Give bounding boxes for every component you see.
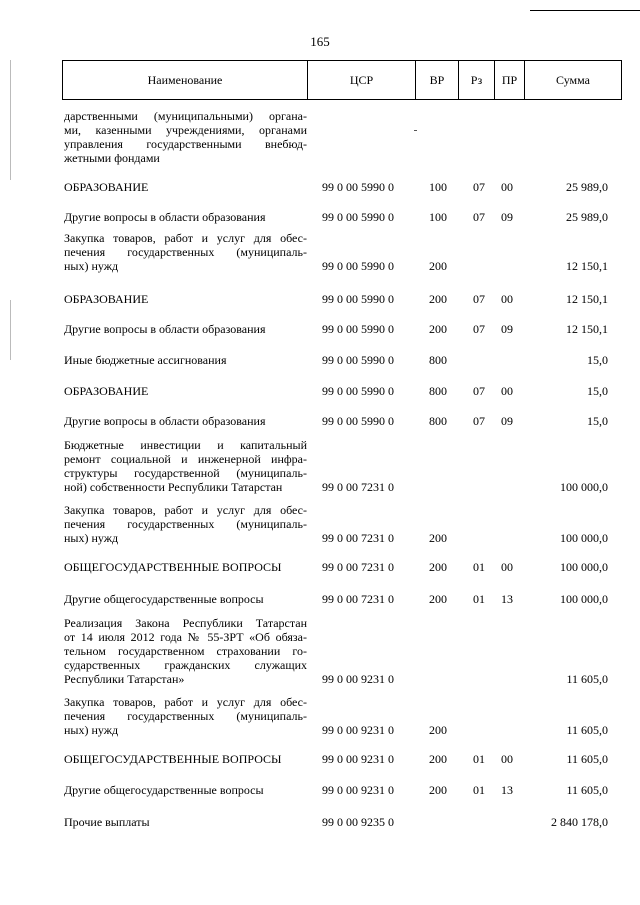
column-header-sum: Сумма [556,73,590,87]
row-name-line: структуры государственной (муниципаль- [64,466,307,480]
row-sum: 100 000,0 [560,592,608,606]
column-header-csr: ЦСР [308,61,416,99]
row-pr: 00 [501,292,513,306]
row-vr: 200 [429,322,447,336]
row-name-line: ОБРАЗОВАНИЕ [64,292,149,306]
row-name-line: печения государственных (муниципаль- [64,245,307,259]
row-pr: 00 [501,384,513,398]
row-name-line: ремонт социальной и инженерной инфра- [64,452,307,466]
row-name-line: сударственных гражданских служащих [64,658,307,672]
table-row [0,695,640,737]
row-pr: 13 [501,783,513,797]
row-pr: 09 [501,414,513,428]
row-name [64,592,307,606]
row-name [64,503,307,545]
row-name-line: печения государственных (муниципаль- [64,517,307,531]
table-row [0,438,640,494]
column-header-name: Наименование [63,61,308,99]
table-row [0,414,640,428]
row-vr: 200 [429,259,447,273]
row-name-line: Другие вопросы в области образования [64,210,266,224]
row-rz: 01 [473,783,485,797]
row-name-line: ОБРАЗОВАНИЕ [64,384,149,398]
table-row [0,180,640,194]
row-csr: 99 0 00 7231 0 [322,480,394,494]
row-name [64,616,307,686]
row-name [64,438,307,494]
table-row [0,109,640,165]
row-name-line: ми, казенными учреждениями, органами [64,123,307,137]
row-name [64,752,307,766]
row-name-line: ной) собственности Республики Татарстан [64,480,283,494]
row-rz: 07 [473,210,485,224]
row-name-line: тельном государственном страховании го- [64,644,307,658]
row-name [64,783,307,797]
row-pr: 09 [501,322,513,336]
row-name-line: печения государственных (муниципаль- [64,709,307,723]
row-name-line: ОБРАЗОВАНИЕ [64,180,149,194]
row-vr: 800 [429,384,447,398]
row-name-line: Другие общегосударственные вопросы [64,783,264,797]
row-name [64,231,307,273]
row-sum: 100 000,0 [560,531,608,545]
row-name-line: Другие вопросы в области образования [64,322,266,336]
row-rz: 07 [473,322,485,336]
row-csr: 99 0 00 5990 0 [322,259,394,273]
row-csr: 99 0 00 9231 0 [322,672,394,686]
row-name-line: ных) нужд [64,531,119,545]
row-name [64,815,307,829]
row-rz: 01 [473,752,485,766]
table-row [0,815,640,829]
row-name [64,292,307,306]
row-pr: 00 [501,180,513,194]
column-header-vr: ВР [416,61,459,99]
row-sum: 11 605,0 [566,672,608,686]
table-row [0,292,640,306]
row-name-line: жетными фондами [64,151,160,165]
table-row [0,210,640,224]
table-row [0,231,640,273]
row-sum: 12 150,1 [566,292,608,306]
row-rz: 07 [473,292,485,306]
table-row [0,616,640,686]
column-header-pr: ПР [495,61,525,99]
row-sum: 15,0 [587,384,608,398]
row-name-line: дарственными (муниципальными) органа- [64,109,307,123]
table-row [0,560,640,574]
row-sum: 12 150,1 [566,322,608,336]
row-rz: 07 [473,414,485,428]
row-name [64,695,307,737]
row-rz: 01 [473,592,485,606]
row-vr: 200 [429,292,447,306]
row-name-line: Другие вопросы в области образования [64,414,266,428]
row-sum: 11 605,0 [566,783,608,797]
row-vr: 200 [429,560,447,574]
row-sum: 12 150,1 [566,259,608,273]
row-pr: 09 [501,210,513,224]
row-vr: 200 [429,531,447,545]
row-csr: 99 0 00 9231 0 [322,723,394,737]
row-sum: 25 989,0 [566,210,608,224]
row-name [64,353,307,367]
row-name-line: Иные бюджетные ассигнования [64,353,227,367]
row-csr: 99 0 00 5990 0 [322,384,394,398]
row-vr: 100 [429,180,447,194]
row-csr: 99 0 00 5990 0 [322,414,394,428]
row-sum: 100 000,0 [560,560,608,574]
row-csr: 99 0 00 9235 0 [322,815,394,829]
row-sum: 11 605,0 [566,723,608,737]
row-pr: 00 [501,752,513,766]
row-sum: 11 605,0 [566,752,608,766]
row-rz: 07 [473,180,485,194]
row-csr: 99 0 00 5990 0 [322,353,394,367]
table-row [0,503,640,545]
row-name-line: Закупка товаров, работ и услуг для обес- [64,695,307,709]
table-row [0,752,640,766]
table-row [0,353,640,367]
row-name-line: ОБЩЕГОСУДАРСТВЕННЫЕ ВОПРОСЫ [64,752,282,766]
row-csr: 99 0 00 7231 0 [322,560,394,574]
row-name-line: Другие общегосударственные вопросы [64,592,264,606]
row-sum: 25 989,0 [566,180,608,194]
row-vr: 800 [429,414,447,428]
row-sum: 2 840 178,0 [551,815,608,829]
row-csr: 99 0 00 7231 0 [322,592,394,606]
row-name-line: ных) нужд [64,259,119,273]
top-edge-rule [530,10,640,11]
table-row [0,384,640,398]
table-row [0,322,640,336]
row-name [64,180,307,194]
row-vr: 200 [429,783,447,797]
row-vr: 200 [429,723,447,737]
row-rz: 01 [473,560,485,574]
row-name-line: Прочие выплаты [64,815,150,829]
row-vr: 200 [429,592,447,606]
row-sum: 100 000,0 [560,480,608,494]
row-name [64,210,307,224]
table-header [62,60,622,100]
row-name [64,322,307,336]
row-csr: 99 0 00 5990 0 [322,180,394,194]
row-vr: 800 [429,353,447,367]
row-name-line: от 14 июля 2012 года № 55-ЗРТ «Об обяза- [64,630,307,644]
row-csr: 99 0 00 9231 0 [322,752,394,766]
row-name-line: Бюджетные инвестиции и капитальный [64,438,307,452]
row-name-line: ных) нужд [64,723,119,737]
row-csr: 99 0 00 7231 0 [322,531,394,545]
row-name [64,560,307,574]
row-sum: 15,0 [587,414,608,428]
table-row [0,592,640,606]
row-rz: 07 [473,384,485,398]
row-name [64,414,307,428]
row-sum: 15,0 [587,353,608,367]
row-name-line: управления государственными внебюд- [64,137,307,151]
row-csr: 99 0 00 5990 0 [322,322,394,336]
row-name-line: ОБЩЕГОСУДАРСТВЕННЫЕ ВОПРОСЫ [64,560,282,574]
row-csr: 99 0 00 5990 0 [322,292,394,306]
row-name [64,384,307,398]
page-number: 165 [310,34,330,49]
row-csr: 99 0 00 5990 0 [322,210,394,224]
row-csr: 99 0 00 9231 0 [322,783,394,797]
row-name [64,109,307,165]
row-name-line: Республики Татарстан» [64,672,185,686]
row-name-line: Закупка товаров, работ и услуг для обес- [64,231,307,245]
row-pr: 13 [501,592,513,606]
row-name-line: Реализация Закона Республики Татарстан [64,616,307,630]
row-pr: 00 [501,560,513,574]
row-vr: 100 [429,210,447,224]
row-vr: 200 [429,752,447,766]
row-name-line: Закупка товаров, работ и услуг для обес- [64,503,307,517]
table-row [0,783,640,797]
column-header-rz: Рз [459,61,495,99]
